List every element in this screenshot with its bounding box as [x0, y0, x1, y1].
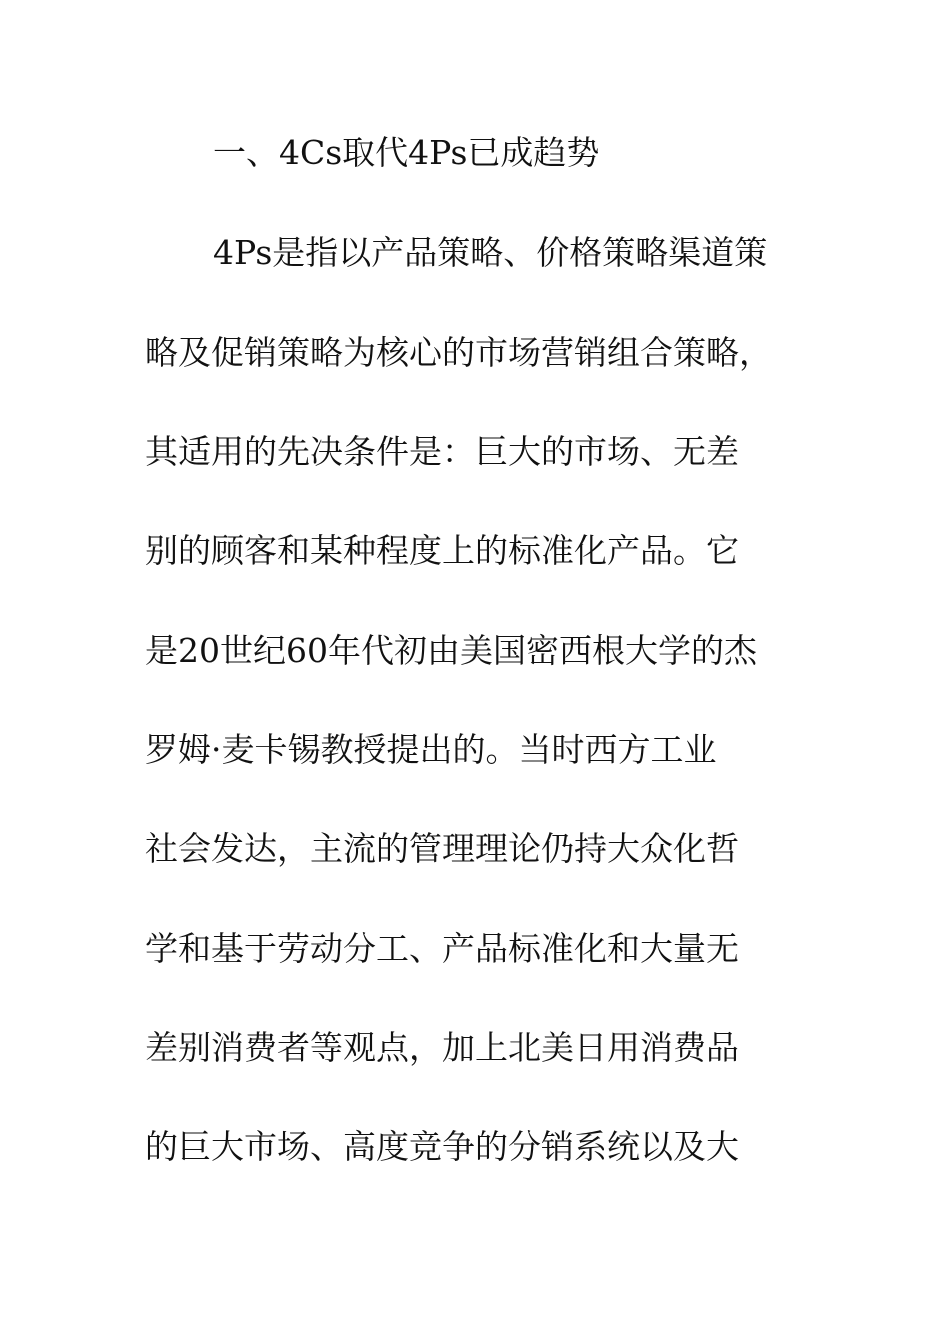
paragraph-line: 略及促销策略为核心的市场营销组合策略， — [145, 333, 772, 372]
paragraph-line: 罗姆·麦卡锡教授提出的。当时西方工业 — [145, 730, 717, 769]
paragraph-line: 是20世纪60年代初由美国密西根大学的杰 — [145, 631, 757, 670]
paragraph-line: 别的顾客和某种程度上的标准化产品。它 — [145, 531, 739, 570]
paragraph-line: 的巨大市场、高度竞争的分销系统以及大 — [145, 1127, 739, 1166]
paragraph-line: 其适用的先决条件是：巨大的市场、无差 — [145, 432, 739, 471]
paragraph-line: 差别消费者等观点，加上北美日用消费品 — [145, 1028, 739, 1067]
section-heading: 一、4Cs取代4Ps已成趋势 — [213, 133, 600, 172]
paragraph-line: 学和基于劳动分工、产品标准化和大量无 — [145, 929, 739, 968]
paragraph-line: 4Ps是指以产品策略、价格策略渠道策 — [213, 233, 768, 272]
paragraph-line: 社会发达，主流的管理理论仍持大众化哲 — [145, 829, 739, 868]
